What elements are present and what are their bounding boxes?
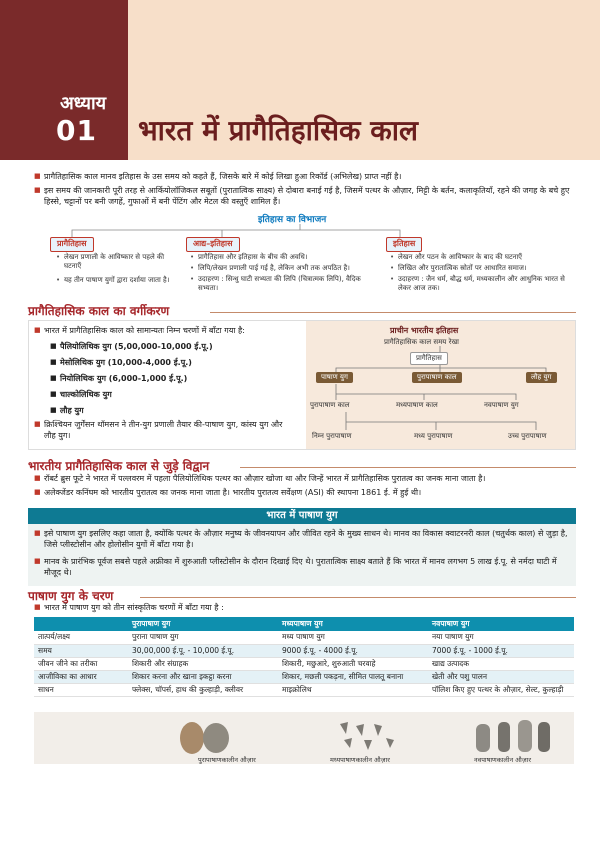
phases-heading: पाषाण युग के चरण — [28, 589, 114, 603]
chapter-header — [0, 0, 600, 160]
table-header-cell: पुरापाषाण युग — [128, 617, 278, 631]
table-cell: 7000 ई.पू. - 1000 ई.पू. — [428, 644, 574, 657]
table-cell: 30,00,000 ई.पू. - 10,000 ई.पू. — [128, 644, 278, 657]
tool-caption: पुरापाषाणकालीन औज़ार — [198, 756, 256, 764]
table-header-cell — [34, 617, 128, 631]
era-item: ■ पैलियोलिथिक युग (5,00,000-10,000 ई.पू.) — [50, 342, 213, 353]
table-cell: नया पाषाण युग — [428, 631, 574, 644]
stone-age-item: ■ मानव के प्रारंभिक पूर्वज सबसे पहले अफ्रीका में शुरुआती प्लीस्टोसीन के दौरान दिखाई दिए थे। पुरातात्विक साक्ष्य बताते हैं कि भारत में मानव लगभग 5 लाख ई.पू. से नर्मदा घाटी में मौजूद थे। — [34, 557, 574, 579]
neolithic-tools-image — [470, 716, 560, 756]
diagram-node-l3: मध्य पुरापाषाण — [414, 432, 453, 440]
table-cell: पुराना पाषाण युग — [128, 631, 278, 644]
chapter-title: भारत में प्रागैतिहासिक काल — [138, 114, 419, 147]
diagram-title: प्राचीन भारतीय इतिहास — [390, 326, 459, 335]
stone-age-band: भारत में पाषाण युग — [28, 508, 576, 524]
table-cell: तात्पर्य/लक्ष्य — [34, 631, 128, 644]
chapter-number: 01 — [56, 114, 97, 147]
diagram-node-l2: मध्यपाषाण काल — [396, 401, 438, 409]
tools-illustration-row — [34, 712, 574, 764]
scholars-heading: भारतीय प्रागैतिहासिक काल से जुड़े विद्वान — [28, 459, 210, 473]
table-header-cell: मध्यपाषाण युग — [278, 617, 428, 631]
section-rule — [140, 597, 576, 598]
table-cell: आजीविका का आधार — [34, 670, 128, 683]
division-point: • लिपि/लेखन प्रणाली पाई गई है, लेकिन अभी तक अपठित है। — [190, 264, 380, 273]
era-item: ■ लौह युग — [50, 406, 84, 417]
scholar-item: ■ अलेक्जेंडर कनिंघम को भारतीय पुरातत्व का जनक माना जाता है। भारतीय पुरातत्व सर्वेक्षण (ASI) की स्थापना 1861 ई. में हुई थी। — [34, 488, 574, 499]
mesolithic-tools-image — [334, 718, 404, 752]
table-row — [34, 683, 574, 696]
table-cell: शिकार, मछली पकड़ना, सीमित पालतू बनाना — [278, 670, 428, 683]
paleolithic-tools-image — [174, 716, 234, 756]
diagram-subtitle: प्रागैतिहासिक काल समय रेखा — [384, 338, 459, 346]
classification-heading: प्रागैतिहासिक काल का वर्गीकरण — [28, 304, 170, 318]
table-cell: पॉलिश किए हुए पत्थर के औज़ार, सेल्ट, कुल्हाड़ी — [428, 683, 574, 696]
division-point: • उदाहरण : सिन्धु घाटी सभ्यता की लिपि (चित्रात्मक लिपि), वैदिक सभ्यता। — [190, 275, 380, 294]
division-point: • लेखन प्रणाली के आविष्कार से पहले की घटनाएँ — [56, 253, 176, 272]
table-cell: शिकारी और संग्राहक — [128, 657, 278, 670]
intro-point: ■ प्रागैतिहासिक काल मानव इतिहास के उस समय को कहते हैं, जिसके बारे में कोई लिखा हुआ रिकॉर्ड (अभिलेख) प्राप्त नहीं है। — [34, 172, 574, 183]
table-header-row — [34, 617, 574, 631]
division-point: • उदाहरण : जैन धर्म, बौद्ध धर्म, मध्यकालीन और आधुनिक भारत से लेकर आज तक। — [390, 275, 570, 294]
table-cell: 9000 ई.पू. - 4000 ई.पू. — [278, 644, 428, 657]
scholar-item: ■ रॉबर्ट ब्रुस फूटे ने भारत में पल्लवरम में पहला पैलियोलिथिक पत्थर का औज़ार खोजा था और जिन्हें भारत में प्रागैतिहासिक पुरातत्व का जनक माना जाता है। — [34, 474, 574, 485]
table-cell: साधन — [34, 683, 128, 696]
table-cell: खेती और पशु पालन — [428, 670, 574, 683]
table-cell: खाद्य उत्पादक — [428, 657, 574, 670]
table-cell: शिकार करना और खाना इकट्ठा करना — [128, 670, 278, 683]
chapter-label: अध्याय — [60, 93, 107, 114]
table-row — [34, 644, 574, 657]
table-cell: मध्य पाषाण युग — [278, 631, 428, 644]
intro-point: ■ इस समय की जानकारी पूरी तरह से आर्कियोलॉजिकल सबूतों (पुरातात्विक साक्ष्य) से दोबारा बनाई गई है, जिसमें पत्थर के औज़ार, मिट्टी के बर्तन, कलाकृतियाँ, रहने की जगह के बचे हुए हिस्से, चट्टानों पर बनी जगहें, गुफाओं में बनी पेंटिंग और मेटल की वस्तुएँ शामिल हैं। — [34, 186, 574, 208]
division-point: • लिखित और पुरातात्विक स्रोतों पर आधारित समाज। — [390, 264, 570, 273]
division-tag-prehistory: प्रागैतिहास — [50, 237, 94, 252]
table-header-cell: नवपाषाण युग — [428, 617, 574, 631]
division-title: इतिहास का विभाजन — [258, 215, 327, 225]
division-point: • यह तीन पाषाण युगों द्वारा दर्शाया जाता है। — [56, 276, 176, 285]
section-rule — [240, 467, 576, 468]
division-tag-protohistory: आद्य–इतिहास — [186, 237, 240, 252]
diagram-node-l1: पुरापाषाण काल — [412, 372, 462, 383]
division-point: • प्रागैतिहास और इतिहास के बीच की अवधि। — [190, 253, 380, 262]
section-rule — [210, 312, 576, 313]
table-cell: जीवन जीने का तरीका — [34, 657, 128, 670]
diagram-node-l2: पुरापाषाण काल — [310, 401, 350, 409]
diagram-root: प्रागैतिहास — [410, 352, 448, 365]
phases-table — [34, 617, 574, 697]
diagram-node-l1: लौह युग — [526, 372, 557, 383]
stone-age-item: ■ इसे पाषाण युग इसलिए कहा जाता है, क्योंकि पत्थर के औज़ार मनुष्य के जीवनयापन और जीवित रहने के मुख्य साधन थे। मानव का विकास क्वाटरनरी काल (चतुर्थक काल) से जुड़ा है, जिसे प्लीस्टोसीन और होलोसीन युगों में बाँटा गया है। — [34, 529, 574, 551]
tool-caption: नवपाषाणकालीन औज़ार — [474, 756, 531, 764]
diagram-node-l1: पाषाण युग — [316, 372, 353, 383]
classification-lead: ■ भारत में प्रागैतिहासिक काल को सामान्यतः निम्न चरणों में बाँटा गया है: — [34, 326, 304, 337]
diagram-node-l2: नवपाषाण युग — [484, 401, 519, 409]
classification-note: ■ क्रिश्चियन जुर्गेंसन थॉमसन ने तीन-युग प्रणाली तैयार की-पाषाण युग, कांस्य युग और लौह युग। — [34, 420, 294, 442]
tool-caption: मध्यपाषाणकालीन औज़ार — [330, 756, 390, 764]
era-item: ■ नियोलिथिक युग (6,000-1,000 ई.पू.) — [50, 374, 187, 385]
division-tag-history: इतिहास — [386, 237, 422, 252]
phases-lead: ■ भारत में पाषाण युग को तीन सांस्कृतिक चरणों में बाँटा गया है : — [34, 603, 574, 614]
diagram-node-l3: निम्न पुरापाषाण — [312, 432, 352, 440]
era-item: ■ मेसोलिथिक युग (10,000-4,000 ई.पू.) — [50, 358, 192, 369]
table-row — [34, 657, 574, 670]
table-cell: फ्लेक्स, चॉपर्स, हाथ की कुल्हाड़ी, क्लीवर — [128, 683, 278, 696]
era-item: ■ चाल्कोलिथिक युग — [50, 390, 112, 401]
table-row — [34, 670, 574, 683]
table-cell: समय — [34, 644, 128, 657]
table-cell: शिकारी, मछुआरे, शुरुआती चरवाहे — [278, 657, 428, 670]
table-cell: माइक्रोलिथ — [278, 683, 428, 696]
table-row — [34, 631, 574, 644]
diagram-node-l3: उच्च पुरापाषाण — [508, 432, 547, 440]
division-point: • लेखन और पठन के आविष्कार के बाद की घटनाएँ — [390, 253, 570, 262]
